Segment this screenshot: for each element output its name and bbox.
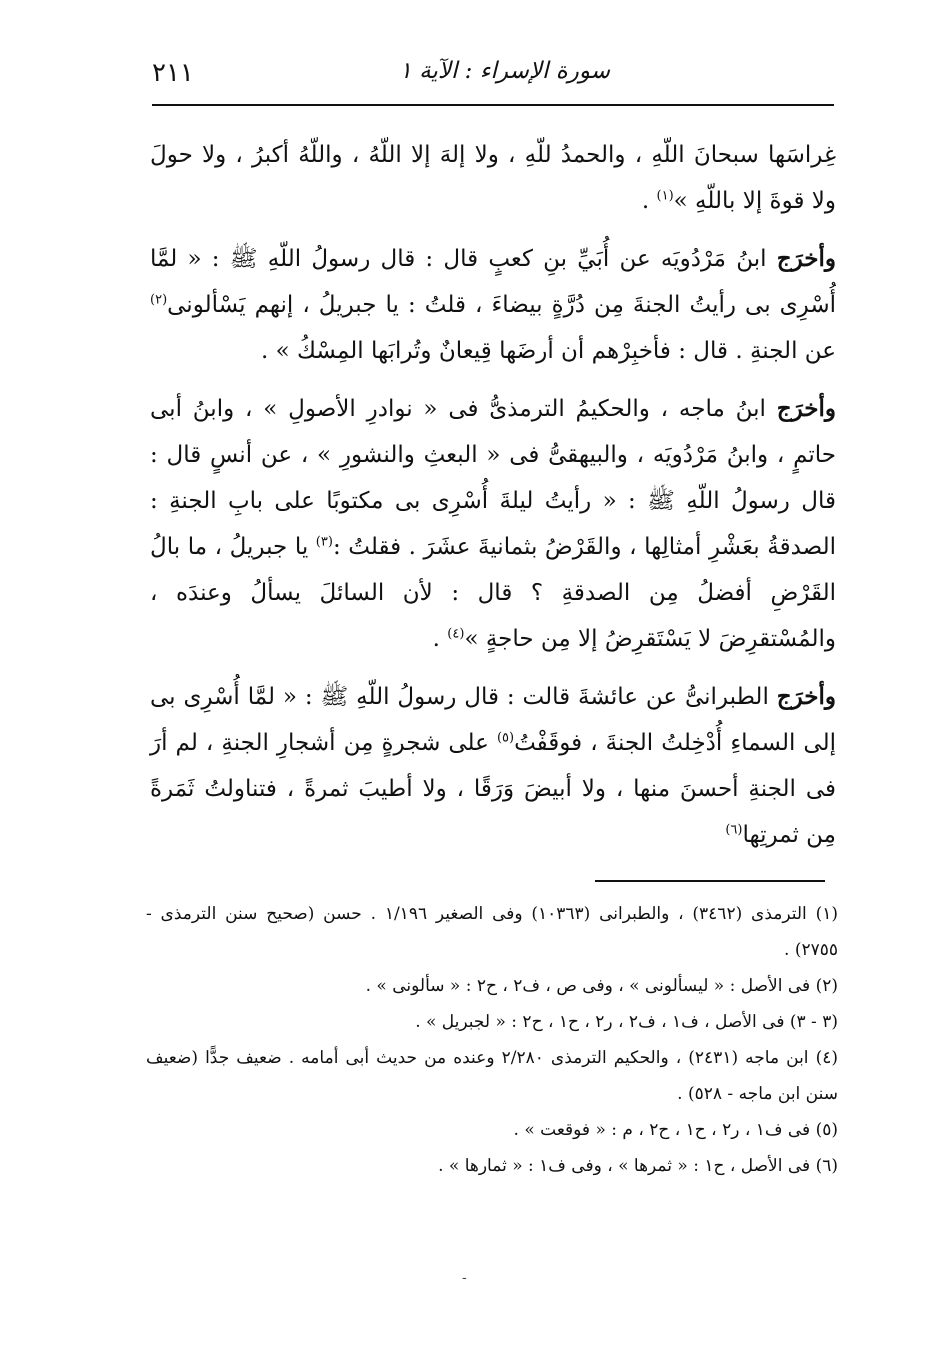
paragraph-2 [150,236,836,374]
paragraph-text: ابنُ ماجه ، والحكيمُ الترمذىُّ فى « نوادرِ الأصولِ » ، وابنُ أبى حاتمٍ ، وابنُ مَرْدُويَه ، والبيهقىُّ فى « البعثِ والنشورِ » ، عن أنسٍ قال : قال رسولُ اللّهِ ﷺ : « رأيتُ ليلةَ أُسْرِى بى مكتوبًا على بابِ الجنةِ : الصدقةُ بعَشْرِ أمثالِها ، والقَرْضُ بثمانيةَ عشَرَ . فقلتُ : [150,396,836,560]
paragraph-tail: على شجرةٍ مِن أشجارِ الجنةِ ، لم أرَ فى الجنةِ أحسنَ منها ، ولا أبيضَ وَرَقًا ، ولا أطيبَ ثمرةً ، فتناولتُ ثَمَرةً مِن ثمرتِها [150,730,836,848]
paragraph-tail: . [432,626,448,652]
paragraph-lead: وأخرَج [776,683,836,710]
footnote-ref: (٣) [315,534,333,550]
running-title: سورة الإسراء : الآية ١ [399,58,610,84]
footnote-ref: (٦) [725,822,743,838]
paragraph-tail: عن الجنةِ . قال : فأخبِرْهم أن أرضَها قِيعانٌ وتُرابَها المِسْكُ » . [261,338,836,364]
footnote-6: (٦) فى الأصل ، ح١ : « ثمرها » ، وفى ف١ : « ثمارها » . [438,1156,838,1176]
paragraph-1 [150,132,836,224]
footnote-ref: (٤) [447,626,465,642]
footnote-4: (٤) ابن ماجه (٢٤٣١) ، والحكيم الترمذى ٢/٢٨٠ وعنده من حديث أبى أمامه . ضعيف جدًّا (ضعيف سنن ابن ماجه - ٥٢٨) . [146,1048,839,1104]
footnote-5: (٥) فى ف١ ، ر٢ ، ح١ ، ح٢ ، م : « فوقعت » . [513,1120,838,1140]
paragraph-text: الطبرانىُّ عن عائشةَ قالت : قال رسولُ اللّهِ ﷺ : « لمَّا أُسْرِى بى إلى السماءِ أُدْخِلتُ الجنةَ ، فوقَفْتُ [150,684,836,756]
paragraph-text: ابنُ مَرْدُويَه عن أُبَيِّ بنِ كعبٍ قال : قال رسولُ اللّهِ ﷺ : « لمَّا أُسْرِى بى رأيتُ الجنةَ مِن دُرَّةٍ بيضاءَ ، قلتُ : يا جبريلُ ، إنهم يَسْألونى [150,246,836,318]
footnotes [146,896,838,1184]
paragraph-tail: . [641,188,657,214]
footnote-3: (٣ - ٣) فى الأصل ، ف١ ، ف٢ ، ر٢ ، ح١ ، ح٢ : « لجبريل » . [415,1012,838,1032]
page-number: ٢١١ [152,58,194,88]
bottom-mark: - [462,1270,467,1286]
paragraph-tail: يا جبريلُ ، ما بالُ القَرْضِ أفضلُ مِن الصدقةِ ؟ قال : لأن السائلَ يسألُ وعندَه ، والمُسْتقرِضَ لا يَسْتَقرِضُ إلا مِن حاجةٍ » [150,534,836,652]
footnote-1: (١) الترمذى (٣٤٦٢) ، والطبرانى (١٠٣٦٣) وفى الصغير ١/١٩٦ . حسن (صحيح سنن الترمذى - ٢٧٥٥) . [146,904,838,960]
footnote-ref: (١) [656,188,674,204]
paragraph-4 [150,674,836,858]
footnote-rule [595,880,825,882]
main-text [150,132,836,870]
footnote-2: (٢) فى الأصل : « ليسألونى » ، وفى ص ، ف٢ ، ح٢ : « سألونى » . [365,976,838,996]
paragraph-lead: وأخرَج [776,245,836,272]
page-header [152,58,832,98]
paragraph-lead: وأخرَج [776,395,836,422]
footnote-ref: (٢) [150,292,168,308]
header-rule [152,104,834,106]
paragraph-text: غِراسَها سبحانَ اللّهِ ، والحمدُ للّهِ ، ولا إلهَ إلا اللّهُ ، واللّهُ أكبرُ ، ولا حولَ ولا قوةَ إلا باللّهِ » [150,142,836,214]
paragraph-3 [150,386,836,662]
footnote-ref: (٥) [496,730,515,746]
